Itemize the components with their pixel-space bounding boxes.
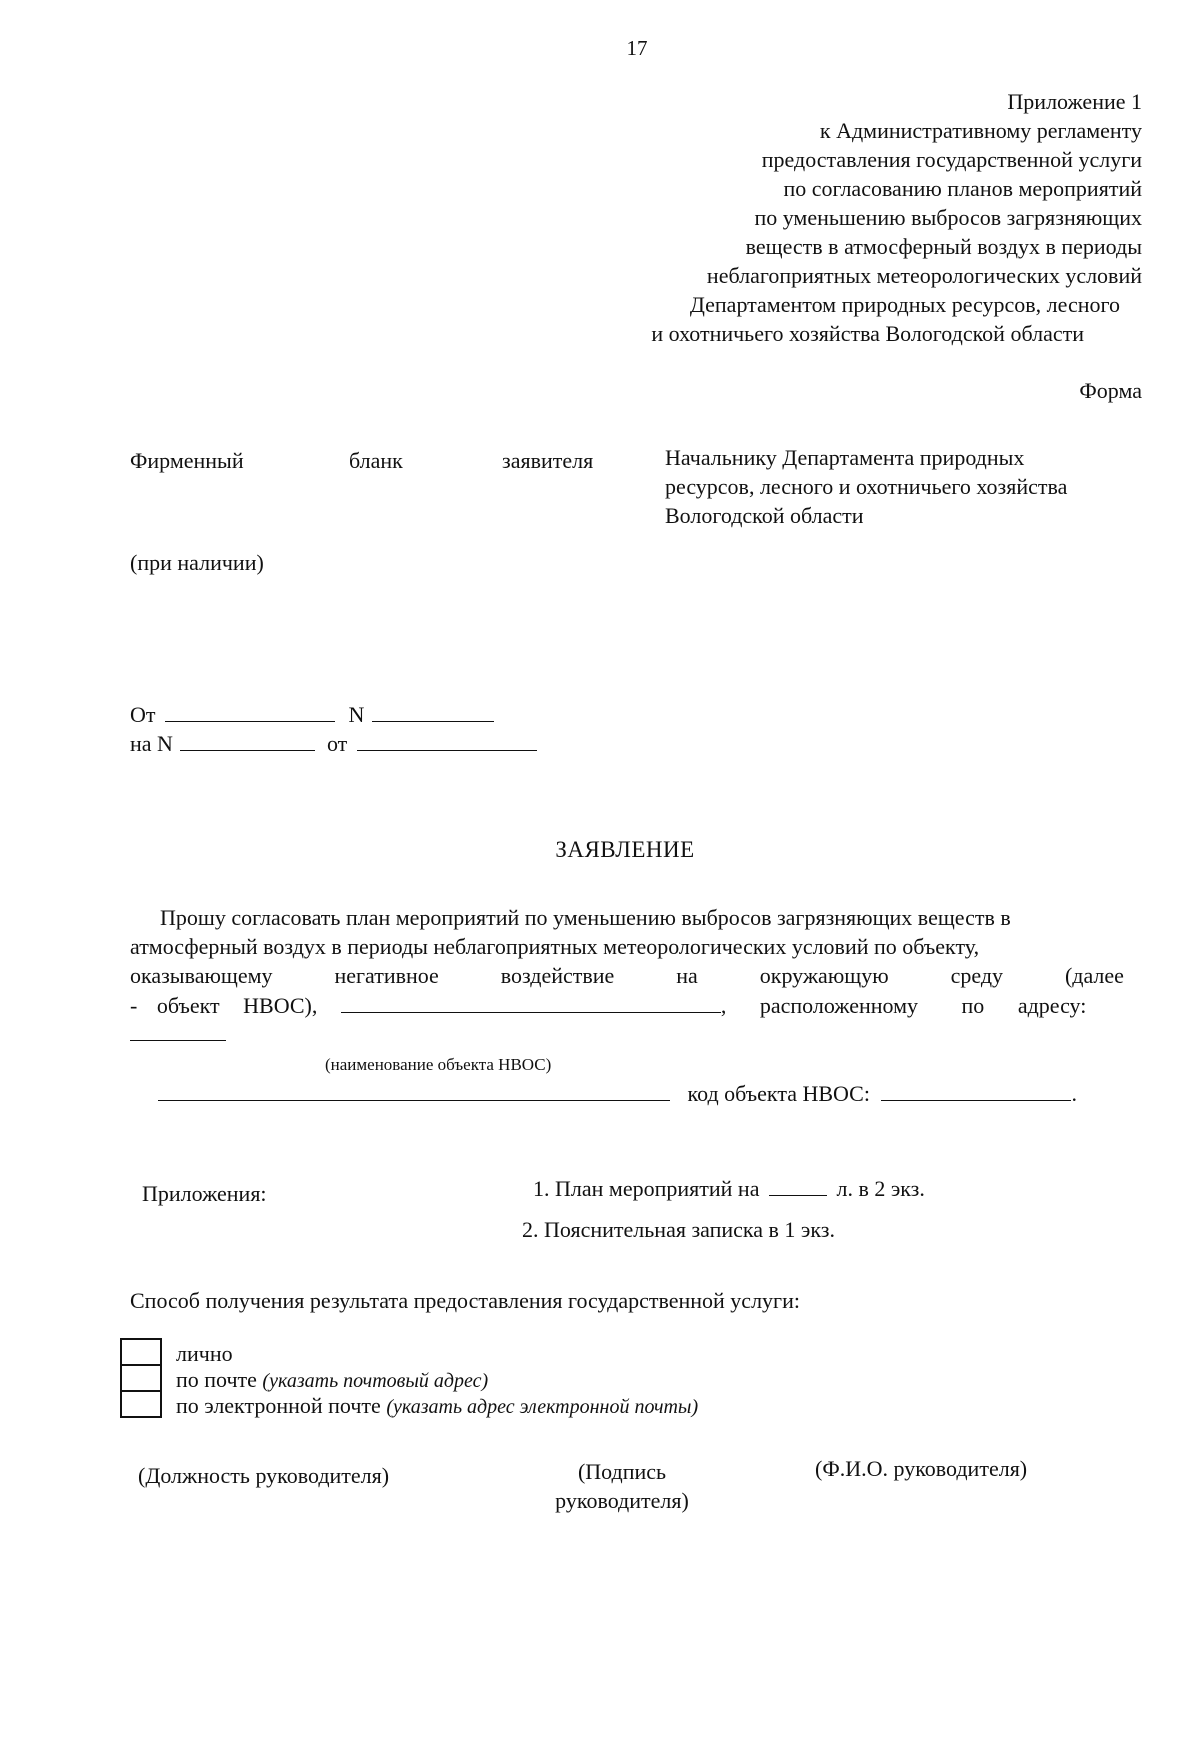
signature-name-label: (Ф.И.О. руководителя)	[815, 1456, 1028, 1481]
appendix-header-line: по уменьшению выбросов загрязняющих	[754, 205, 1142, 230]
letterhead-label: заявителя	[502, 448, 594, 473]
option-label: лично	[176, 1341, 233, 1366]
checkbox[interactable]	[120, 1364, 162, 1392]
appendix-header-line: веществ в атмосферный воздух в периоды	[745, 234, 1142, 259]
ref-date-label: от	[326, 731, 348, 756]
request-word: оказывающему	[130, 963, 273, 988]
appendix-header-line: неблагоприятных метеорологических условий	[706, 263, 1142, 288]
request-word: (далее	[1064, 963, 1124, 988]
outgoing-date-field[interactable]	[165, 699, 335, 722]
request-word: по	[961, 993, 985, 1018]
address-field[interactable]	[158, 1078, 670, 1101]
request-word: .	[1071, 1081, 1077, 1106]
appendix-header-line: и охотничьего хозяйства Вологодской области	[651, 321, 1084, 346]
request-word: НВОС),	[243, 993, 318, 1018]
outgoing-number-field[interactable]	[372, 699, 494, 722]
signature-position-label: (Должность руководителя)	[138, 1463, 390, 1488]
request-word: на	[676, 963, 698, 988]
delivery-method-heading: Способ получения результата предоставления государственной услуги:	[130, 1288, 800, 1313]
checkbox[interactable]	[120, 1390, 162, 1418]
address-field-start[interactable]	[130, 1026, 226, 1041]
ref-number-label: на N	[130, 731, 173, 756]
option-label	[176, 1391, 698, 1422]
nvos-code-field[interactable]	[881, 1078, 1071, 1101]
nvos-name-caption: (наименование объекта НВОС)	[325, 1055, 552, 1074]
request-word: объект	[156, 993, 220, 1018]
request-line	[130, 1019, 1124, 1048]
addressee-line: ресурсов, лесного и охотничьего хозяйства	[665, 474, 1068, 499]
form-label: Форма	[1079, 378, 1142, 403]
request-word: адресу:	[1017, 993, 1087, 1018]
from-label: От	[130, 702, 156, 727]
ref-number-field[interactable]	[180, 728, 315, 751]
letterhead-label: бланк	[349, 448, 403, 473]
request-line	[130, 990, 1124, 1019]
addressee-line: Вологодской области	[665, 503, 864, 528]
attachments-label: Приложения:	[142, 1181, 267, 1206]
appendix-header-line: Приложение 1	[1007, 89, 1142, 114]
request-line	[130, 961, 1124, 990]
request-line: атмосферный воздух в периоды неблагоприятных метеорологических условий по объекту,	[130, 934, 980, 959]
request-word: расположенному	[759, 993, 919, 1018]
option-hint: (указать почтовый адрес)	[262, 1370, 489, 1392]
statement-title: ЗАЯВЛЕНИЕ	[555, 837, 695, 862]
signature-label-line: (Подпись	[577, 1459, 667, 1484]
request-word: -	[130, 993, 138, 1018]
appendix-header-line: к Административному регламенту	[819, 118, 1142, 143]
option-hint: (указать адрес электронной почты)	[386, 1396, 699, 1418]
letterhead-label: Фирменный	[130, 448, 244, 473]
letterhead-note: (при наличии)	[130, 550, 264, 575]
nvos-code-label: код объекта НВОС:	[687, 1081, 870, 1106]
address-code-row	[158, 1078, 1077, 1108]
signature-label	[542, 1457, 702, 1515]
signature-label-line: руководителя)	[555, 1488, 689, 1513]
attachment-text: 1. План мероприятий на	[533, 1176, 760, 1201]
number-label: N	[348, 702, 365, 727]
attachment-pages-field[interactable]	[769, 1173, 827, 1196]
addressee-line: Начальнику Департамента природных	[665, 445, 1025, 470]
request-word: ,	[720, 993, 727, 1018]
ref-date-field[interactable]	[357, 728, 537, 751]
attachment-item: 2. Пояснительная записка в 1 экз.	[522, 1217, 835, 1242]
request-word: среду	[950, 963, 1004, 988]
option-label-text: по электронной почте	[176, 1393, 381, 1418]
appendix-header-line: предоставления государственной услуги	[761, 147, 1142, 172]
appendix-header-line: по согласованию планов мероприятий	[783, 176, 1142, 201]
page-number: 17	[626, 36, 648, 60]
outgoing-number-row	[130, 699, 494, 729]
nvos-name-field[interactable]	[341, 990, 721, 1013]
request-word: воздействие	[500, 963, 615, 988]
checkbox[interactable]	[120, 1338, 162, 1366]
option-label-text: по почте	[176, 1367, 257, 1392]
attachment-item	[533, 1173, 925, 1203]
attachment-text: л. в 2 экз.	[836, 1176, 925, 1201]
appendix-header	[651, 87, 1142, 348]
request-word: окружающую	[759, 963, 889, 988]
request-word: негативное	[334, 963, 439, 988]
appendix-header-line: Департаментом природных ресурсов, лесного	[689, 292, 1120, 317]
addressee-block	[665, 443, 1067, 530]
request-line: Прошу согласовать план мероприятий по уменьшению выбросов загрязняющих веществ в	[160, 905, 1011, 930]
reference-number-row	[130, 728, 537, 758]
